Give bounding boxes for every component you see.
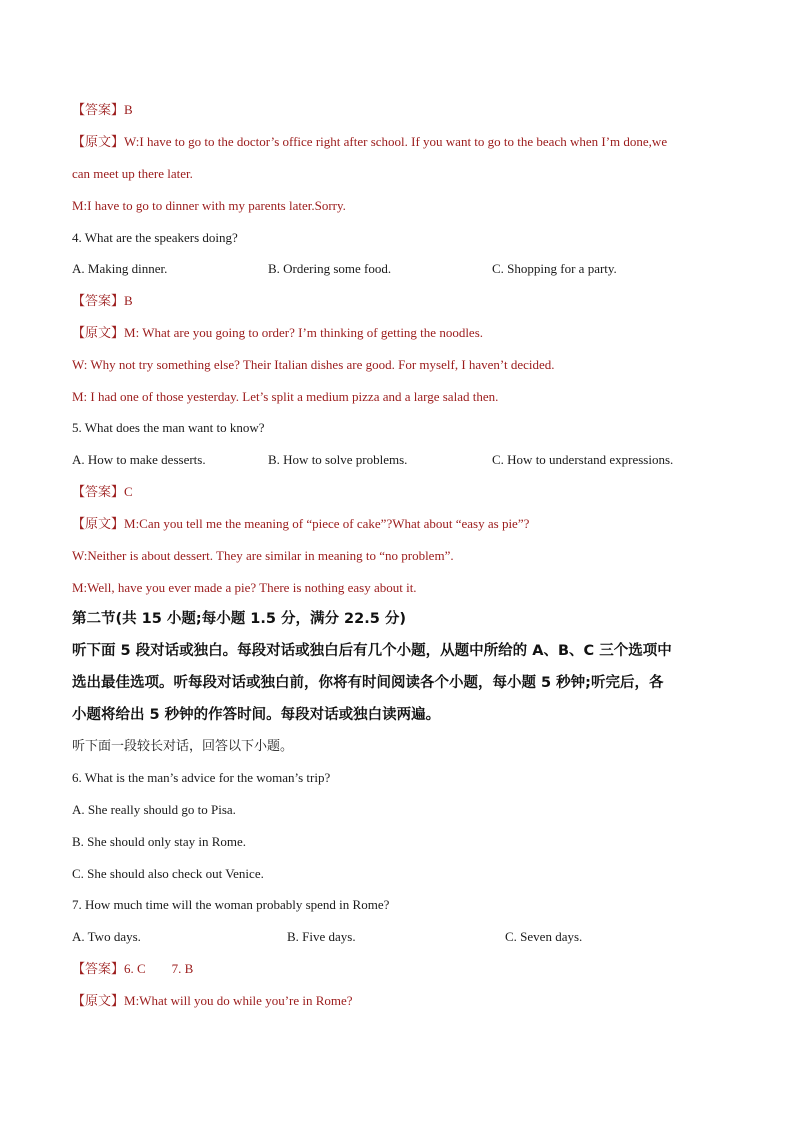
original-text: M:Can you tell me the meaning of “piece of cake”?What about “easy as pie”? (124, 516, 530, 531)
section-title: 第二节(共 15 小题;每小题 1.5 分，满分 22.5 分) (72, 611, 406, 627)
q7-option-b: B. Five days. (287, 929, 356, 944)
section-instructions: 小题将给出 5 秒钟的作答时间。每段对话或独白读两遍。 (72, 707, 441, 723)
original-text: M:Well, have you ever made a pie? There is nothing easy about it. (72, 580, 417, 595)
original-tag: 【原文】 (72, 135, 125, 150)
original-text: can meet up there later. (72, 166, 193, 181)
q6-option-b: B. She should only stay in Rome. (72, 834, 247, 849)
answer-value: B (124, 102, 133, 117)
answer-line (72, 960, 734, 979)
sub-instructions: 听下面一段较长对话，回答以下小题。 (72, 739, 294, 754)
question-6: 6. What is the man’s advice for the woman’s trip? (72, 770, 331, 785)
answer-value: 6. C 7. B (124, 961, 194, 976)
section-instructions: 听下面 5 段对话或独白。每段对话或独白后有几个小题，从题中所给的 A、B、C 三个选项中 (72, 643, 672, 659)
q5-option-c: C. How to understand expressions. (492, 452, 674, 467)
question-5: 5. What does the man want to know? (72, 420, 265, 435)
original-tag: 【原文】 (72, 994, 125, 1009)
answer-line (72, 101, 734, 120)
answer-tag: 【答案】 (72, 294, 125, 309)
original-line (72, 133, 734, 152)
original-tag: 【原文】 (72, 326, 125, 341)
answer-tag: 【答案】 (72, 485, 125, 500)
original-line (72, 324, 734, 343)
q7-option-c: C. Seven days. (505, 929, 583, 944)
original-text: W:I have to go to the doctor’s office right after school. If you want to go to the beach when I’m done,we (124, 134, 668, 149)
original-text: M:I have to go to dinner with my parents later.Sorry. (72, 198, 346, 213)
answer-value: B (124, 293, 133, 308)
q5-option-a: A. How to make desserts. (72, 452, 206, 467)
original-tag: 【原文】 (72, 517, 125, 532)
q6-option-a: A. She really should go to Pisa. (72, 802, 236, 817)
q7-option-a: A. Two days. (72, 929, 141, 944)
original-text: M: What are you going to order? I’m thinking of getting the noodles. (124, 325, 484, 340)
answer-line (72, 292, 734, 311)
answer-line (72, 483, 734, 502)
original-line (72, 992, 734, 1011)
q5-option-b: B. How to solve problems. (268, 452, 408, 467)
q6-option-c: C. She should also check out Venice. (72, 866, 264, 881)
original-text: M:What will you do while you’re in Rome? (124, 993, 353, 1008)
original-text: W:Neither is about dessert. They are similar in meaning to “no problem”. (72, 548, 454, 563)
question-4: 4. What are the speakers doing? (72, 230, 238, 245)
q4-option-a: A. Making dinner. (72, 261, 168, 276)
answer-value: C (124, 484, 133, 499)
q4-option-c: C. Shopping for a party. (492, 261, 617, 276)
section-instructions: 选出最佳选项。听每段对话或独白前，你将有时间阅读各个小题，每小题 5 秒钟;听完后，各 (72, 675, 664, 691)
answer-tag: 【答案】 (72, 103, 125, 118)
answer-tag: 【答案】 (72, 962, 125, 977)
q4-option-b: B. Ordering some food. (268, 261, 392, 276)
original-line (72, 515, 734, 534)
original-text: W: Why not try something else? Their Italian dishes are good. For myself, I haven’t decided. (72, 357, 555, 372)
original-text: M: I had one of those yesterday. Let’s split a medium pizza and a large salad then. (72, 389, 499, 404)
question-7: 7. How much time will the woman probably spend in Rome? (72, 897, 390, 912)
